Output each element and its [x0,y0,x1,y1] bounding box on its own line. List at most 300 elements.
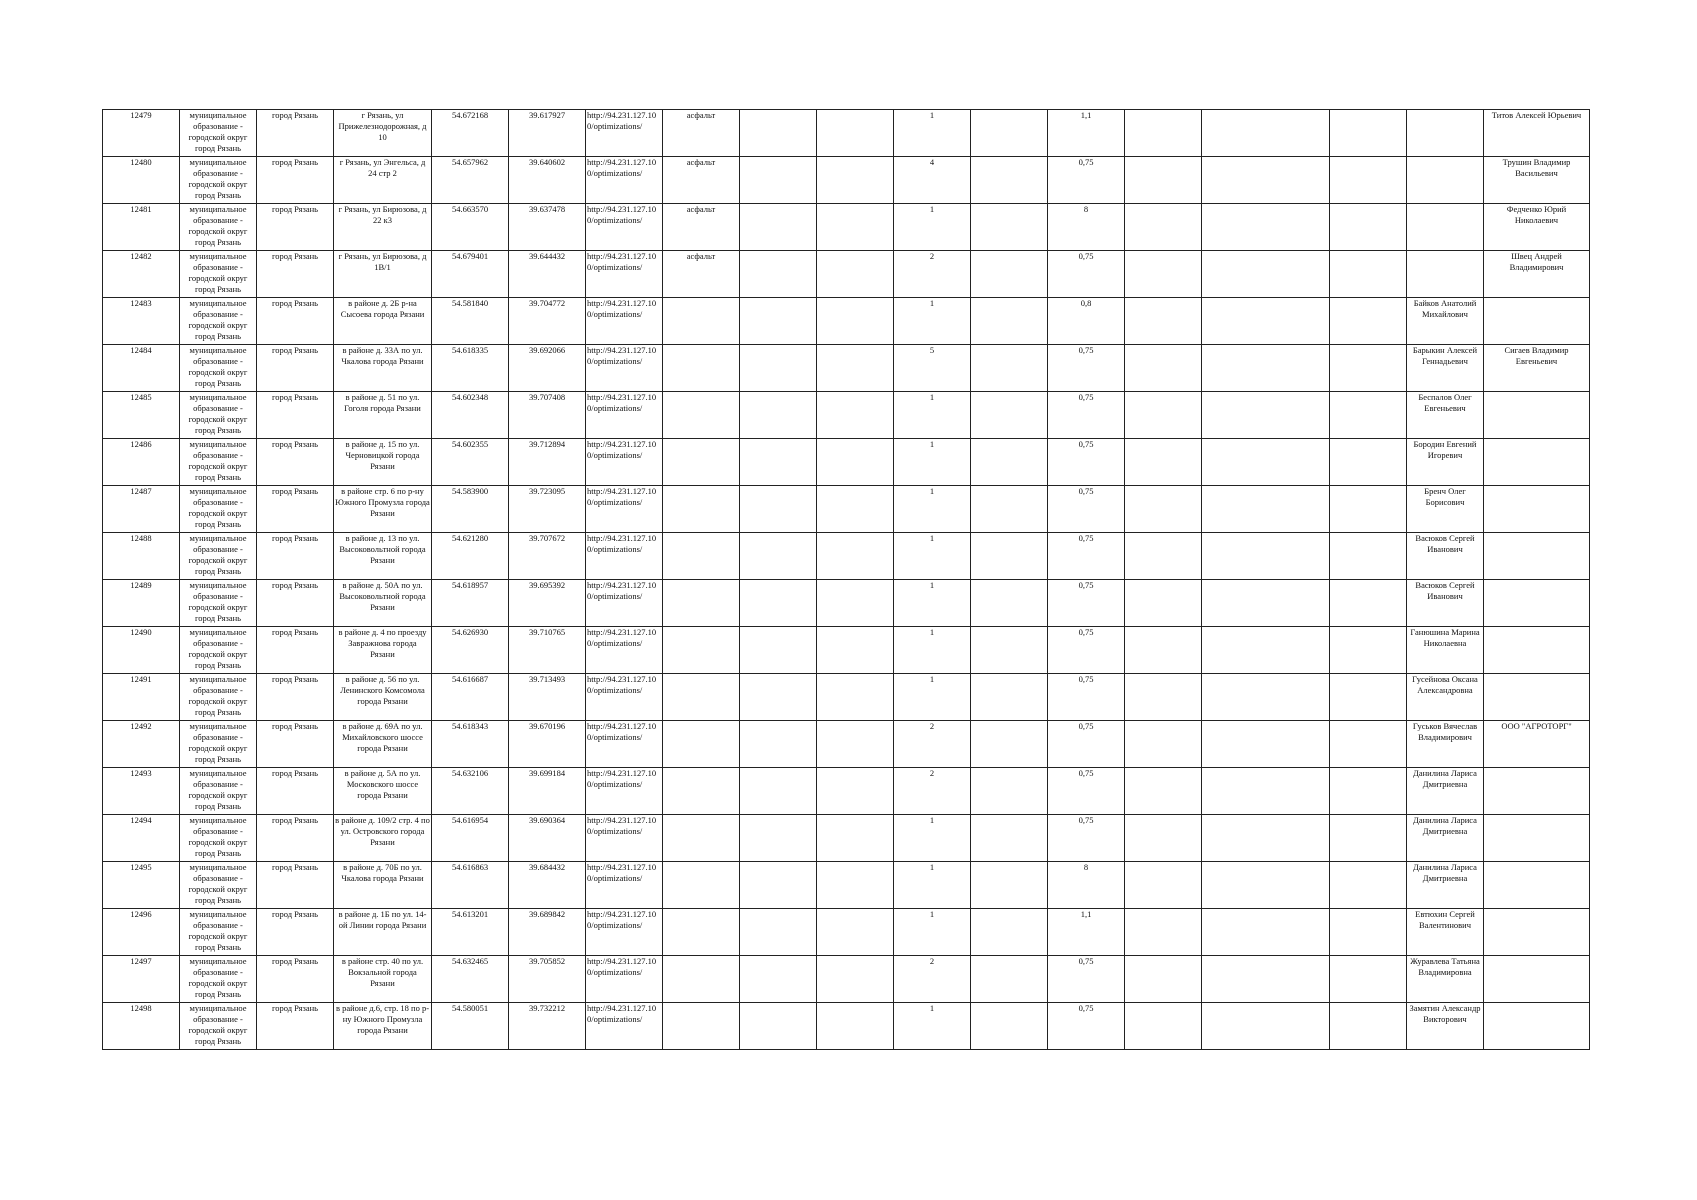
cell-empty [971,439,1048,486]
cell-id: 12481 [103,204,180,251]
cell-municipality: муниципальное образование - городской округ город Рязань [180,110,257,157]
table-row [103,298,1590,345]
cell-count: 5 [894,345,971,392]
cell-address: г Рязань, ул Прижелезнодорожная, д 10 [334,110,432,157]
cell-url: http://94.231.127.10 0/optimizations/ [586,392,663,439]
cell-count: 1 [894,1003,971,1050]
table-row [103,956,1590,1003]
cell-empty [1330,815,1407,862]
cell-count: 1 [894,674,971,721]
cell-empty [971,815,1048,862]
cell-id: 12496 [103,909,180,956]
table-row [103,204,1590,251]
cell-empty [1330,345,1407,392]
cell-empty [971,768,1048,815]
cell-empty [1202,909,1330,956]
table-row [103,110,1590,157]
cell-empty [1202,298,1330,345]
cell-empty [1202,721,1330,768]
cell-owner [1407,204,1484,251]
cell-owner-alt: Сигаев Владимир Евгеньевич [1484,345,1590,392]
cell-city: город Рязань [257,580,334,627]
cell-latitude: 54.618343 [432,721,509,768]
cell-empty [817,533,894,580]
cell-municipality: муниципальное образование - городской округ город Рязань [180,392,257,439]
cell-city: город Рязань [257,909,334,956]
cell-volume: 0,75 [1048,439,1125,486]
cell-empty [1125,345,1202,392]
cell-url: http://94.231.127.10 0/optimizations/ [586,815,663,862]
cell-empty [971,956,1048,1003]
cell-url: http://94.231.127.10 0/optimizations/ [586,1003,663,1050]
cell-owner-alt [1484,627,1590,674]
cell-address: в районе д. 50А по ул. Высоковольтной города Рязани [334,580,432,627]
cell-count: 1 [894,909,971,956]
cell-municipality: муниципальное образование - городской округ город Рязань [180,674,257,721]
cell-owner [1407,157,1484,204]
cell-url: http://94.231.127.10 0/optimizations/ [586,251,663,298]
cell-volume: 0,75 [1048,815,1125,862]
cell-empty [817,721,894,768]
cell-empty [740,486,817,533]
cell-empty [817,298,894,345]
cell-id: 12486 [103,439,180,486]
cell-id: 12495 [103,862,180,909]
cell-owner: Гусейнова Оксана Александровна [1407,674,1484,721]
cell-surface [663,721,740,768]
cell-latitude: 54.632465 [432,956,509,1003]
cell-count: 1 [894,392,971,439]
cell-city: город Рязань [257,345,334,392]
cell-url: http://94.231.127.10 0/optimizations/ [586,486,663,533]
cell-empty [817,439,894,486]
cell-municipality: муниципальное образование - городской округ город Рязань [180,345,257,392]
cell-empty [1125,815,1202,862]
cell-count: 2 [894,956,971,1003]
cell-owner-alt [1484,862,1590,909]
cell-empty [971,157,1048,204]
cell-empty [1202,345,1330,392]
cell-url: http://94.231.127.10 0/optimizations/ [586,627,663,674]
cell-owner-alt: Трушин Владимир Васильевич [1484,157,1590,204]
cell-id: 12493 [103,768,180,815]
cell-id: 12490 [103,627,180,674]
cell-empty [740,815,817,862]
cell-empty [1202,768,1330,815]
cell-owner: Гуськов Вячеслав Владимирович [1407,721,1484,768]
cell-empty [1330,533,1407,580]
cell-id: 12488 [103,533,180,580]
cell-empty [817,486,894,533]
cell-owner-alt [1484,580,1590,627]
cell-owner: Васюков Сергей Иванович [1407,580,1484,627]
cell-empty [1330,1003,1407,1050]
cell-empty [817,392,894,439]
cell-empty [817,157,894,204]
cell-url: http://94.231.127.10 0/optimizations/ [586,298,663,345]
cell-empty [1125,627,1202,674]
cell-surface [663,439,740,486]
cell-owner-alt: Федченко Юрий Николаевич [1484,204,1590,251]
cell-empty [817,815,894,862]
cell-empty [817,627,894,674]
cell-city: город Рязань [257,157,334,204]
cell-owner-alt [1484,768,1590,815]
cell-owner [1407,251,1484,298]
cell-empty [1330,298,1407,345]
cell-empty [1330,251,1407,298]
cell-empty [1202,580,1330,627]
cell-address: в районе д. 4 по проезду Завражнова города Рязани [334,627,432,674]
cell-longitude: 39.723095 [509,486,586,533]
cell-surface [663,533,740,580]
cell-empty [971,345,1048,392]
cell-city: город Рязань [257,627,334,674]
table-row [103,674,1590,721]
cell-address: г Рязань, ул Бирюзова, д 22 к3 [334,204,432,251]
cell-empty [1330,862,1407,909]
cell-url: http://94.231.127.10 0/optimizations/ [586,580,663,627]
cell-surface [663,956,740,1003]
cell-municipality: муниципальное образование - городской округ город Рязань [180,862,257,909]
cell-empty [1125,533,1202,580]
table-row [103,815,1590,862]
cell-empty [817,251,894,298]
cell-owner-alt: ООО "АГРОТОРГ" [1484,721,1590,768]
cell-empty [1202,862,1330,909]
cell-surface [663,815,740,862]
cell-city: город Рязань [257,392,334,439]
cell-empty [740,204,817,251]
cell-empty [1330,721,1407,768]
cell-empty [740,721,817,768]
cell-url: http://94.231.127.10 0/optimizations/ [586,157,663,204]
cell-count: 1 [894,110,971,157]
cell-surface [663,392,740,439]
cell-empty [1202,627,1330,674]
cell-longitude: 39.670196 [509,721,586,768]
cell-empty [1125,110,1202,157]
cell-city: город Рязань [257,1003,334,1050]
cell-empty [1330,909,1407,956]
cell-empty [971,486,1048,533]
cell-city: город Рязань [257,110,334,157]
cell-city: город Рязань [257,862,334,909]
cell-empty [740,345,817,392]
cell-municipality: муниципальное образование - городской округ город Рязань [180,533,257,580]
cell-latitude: 54.618957 [432,580,509,627]
cell-count: 1 [894,580,971,627]
cell-empty [740,956,817,1003]
cell-surface: асфальт [663,251,740,298]
cell-count: 2 [894,768,971,815]
cell-longitude: 39.689842 [509,909,586,956]
cell-count: 1 [894,298,971,345]
cell-count: 1 [894,627,971,674]
cell-longitude: 39.692066 [509,345,586,392]
cell-latitude: 54.632106 [432,768,509,815]
cell-city: город Рязань [257,956,334,1003]
cell-volume: 1,1 [1048,909,1125,956]
cell-empty [740,674,817,721]
cell-url: http://94.231.127.10 0/optimizations/ [586,204,663,251]
cell-owner-alt [1484,909,1590,956]
cell-empty [1125,486,1202,533]
cell-empty [1125,580,1202,627]
cell-address: в районе стр. 6 по р-ну Южного Промузла города Рязани [334,486,432,533]
cell-empty [971,862,1048,909]
cell-owner: Замятин Александр Викторович [1407,1003,1484,1050]
cell-id: 12479 [103,110,180,157]
cell-owner-alt [1484,298,1590,345]
table-row [103,909,1590,956]
cell-count: 1 [894,815,971,862]
cell-volume: 1,1 [1048,110,1125,157]
cell-empty [740,110,817,157]
cell-empty [1330,956,1407,1003]
cell-empty [740,1003,817,1050]
cell-volume: 0,75 [1048,580,1125,627]
cell-empty [1125,674,1202,721]
cell-municipality: муниципальное образование - городской округ город Рязань [180,815,257,862]
cell-empty [740,533,817,580]
cell-municipality: муниципальное образование - городской округ город Рязань [180,580,257,627]
cell-surface [663,298,740,345]
cell-address: г Рязань, ул Энгельса, д 24 стр 2 [334,157,432,204]
cell-surface [663,674,740,721]
cell-volume: 0,75 [1048,392,1125,439]
cell-longitude: 39.684432 [509,862,586,909]
cell-count: 2 [894,251,971,298]
cell-empty [971,909,1048,956]
cell-surface: асфальт [663,110,740,157]
cell-latitude: 54.618335 [432,345,509,392]
cell-longitude: 39.732212 [509,1003,586,1050]
cell-volume: 8 [1048,862,1125,909]
cell-municipality: муниципальное образование - городской округ город Рязань [180,251,257,298]
cell-longitude: 39.707408 [509,392,586,439]
table-row [103,627,1590,674]
cell-address: в районе д. 33А по ул. Чкалова города Рязани [334,345,432,392]
table-row [103,768,1590,815]
cell-owner-alt [1484,815,1590,862]
cell-empty [971,392,1048,439]
cell-owner-alt [1484,1003,1590,1050]
table-row [103,721,1590,768]
table-row [103,486,1590,533]
cell-empty [1202,251,1330,298]
cell-url: http://94.231.127.10 0/optimizations/ [586,721,663,768]
cell-owner [1407,110,1484,157]
cell-latitude: 54.657962 [432,157,509,204]
cell-latitude: 54.616687 [432,674,509,721]
cell-empty [971,251,1048,298]
cell-empty [1330,392,1407,439]
cell-address: в районе д. 70Б по ул. Чкалова города Рязани [334,862,432,909]
cell-volume: 8 [1048,204,1125,251]
cell-empty [817,768,894,815]
cell-empty [1202,110,1330,157]
cell-municipality: муниципальное образование - городской округ город Рязань [180,439,257,486]
cell-latitude: 54.672168 [432,110,509,157]
cell-empty [817,204,894,251]
table-row [103,439,1590,486]
cell-address: в районе д. 2Б р-на Сысоева города Рязани [334,298,432,345]
cell-empty [817,1003,894,1050]
cell-owner-alt [1484,486,1590,533]
cell-empty [1202,486,1330,533]
cell-empty [1125,1003,1202,1050]
cell-id: 12480 [103,157,180,204]
cell-empty [1330,157,1407,204]
cell-empty [1330,674,1407,721]
cell-volume: 0,75 [1048,533,1125,580]
cell-empty [1330,486,1407,533]
cell-id: 12497 [103,956,180,1003]
cell-surface [663,486,740,533]
cell-id: 12492 [103,721,180,768]
cell-city: город Рязань [257,768,334,815]
cell-longitude: 39.695392 [509,580,586,627]
table-row [103,345,1590,392]
cell-empty [1202,157,1330,204]
cell-address: в районе д. 56 по ул. Ленинского Комсомола города Рязани [334,674,432,721]
cell-address: в районе д. 15 по ул. Черновицкой города Рязани [334,439,432,486]
cell-id: 12494 [103,815,180,862]
cell-empty [817,909,894,956]
cell-longitude: 39.640602 [509,157,586,204]
cell-longitude: 39.713493 [509,674,586,721]
cell-empty [971,721,1048,768]
cell-municipality: муниципальное образование - городской округ город Рязань [180,486,257,533]
cell-address: в районе д. 5А по ул. Московского шоссе города Рязани [334,768,432,815]
cell-url: http://94.231.127.10 0/optimizations/ [586,533,663,580]
cell-url: http://94.231.127.10 0/optimizations/ [586,909,663,956]
cell-municipality: муниципальное образование - городской округ город Рязань [180,157,257,204]
cell-owner: Данилина Лариса Дмитриевна [1407,862,1484,909]
cell-owner-alt: Титов Алексей Юрьевич [1484,110,1590,157]
cell-empty [1330,110,1407,157]
cell-owner: Данилина Лариса Дмитриевна [1407,815,1484,862]
cell-empty [971,204,1048,251]
cell-empty [740,909,817,956]
cell-longitude: 39.712894 [509,439,586,486]
cell-empty [1202,956,1330,1003]
cell-address: г Рязань, ул Бирюзова, д 1В/1 [334,251,432,298]
cell-surface [663,1003,740,1050]
cell-city: город Рязань [257,439,334,486]
cell-id: 12485 [103,392,180,439]
cell-surface [663,768,740,815]
cell-owner: Васюков Сергей Иванович [1407,533,1484,580]
cell-empty [817,862,894,909]
cell-volume: 0,75 [1048,157,1125,204]
cell-empty [740,392,817,439]
cell-empty [971,533,1048,580]
cell-volume: 0,75 [1048,674,1125,721]
table-row [103,580,1590,627]
cell-latitude: 54.621280 [432,533,509,580]
cell-longitude: 39.707672 [509,533,586,580]
cell-url: http://94.231.127.10 0/optimizations/ [586,439,663,486]
cell-city: город Рязань [257,533,334,580]
cell-volume: 0,75 [1048,486,1125,533]
cell-empty [740,439,817,486]
cell-address: в районе д. 69А по ул. Михайловского шоссе города Рязани [334,721,432,768]
cell-longitude: 39.617927 [509,110,586,157]
cell-empty [1202,1003,1330,1050]
cell-volume: 0,8 [1048,298,1125,345]
cell-id: 12489 [103,580,180,627]
cell-longitude: 39.644432 [509,251,586,298]
cell-empty [1202,204,1330,251]
cell-address: в районе д. 109/2 стр. 4 по ул. Островского города Рязани [334,815,432,862]
cell-empty [971,1003,1048,1050]
cell-empty [740,580,817,627]
cell-empty [971,298,1048,345]
cell-empty [971,580,1048,627]
cell-id: 12487 [103,486,180,533]
cell-empty [1125,909,1202,956]
cell-empty [817,674,894,721]
cell-count: 2 [894,721,971,768]
cell-volume: 0,75 [1048,345,1125,392]
cell-latitude: 54.616863 [432,862,509,909]
cell-city: город Рязань [257,204,334,251]
cell-city: город Рязань [257,486,334,533]
cell-address: в районе стр. 40 по ул. Вокзальной города Рязани [334,956,432,1003]
cell-empty [1125,157,1202,204]
cell-latitude: 54.581840 [432,298,509,345]
cell-empty [740,768,817,815]
cell-latitude: 54.663570 [432,204,509,251]
cell-volume: 0,75 [1048,721,1125,768]
cell-municipality: муниципальное образование - городской округ город Рязань [180,627,257,674]
cell-empty [1125,768,1202,815]
cell-empty [1125,204,1202,251]
cell-municipality: муниципальное образование - городской округ город Рязань [180,909,257,956]
cell-empty [1202,533,1330,580]
cell-empty [1202,674,1330,721]
cell-address: в районе д. 13 по ул. Высоковольтной города Рязани [334,533,432,580]
cell-count: 1 [894,533,971,580]
cell-empty [1330,580,1407,627]
cell-owner: Байков Анатолий Михайлович [1407,298,1484,345]
cell-url: http://94.231.127.10 0/optimizations/ [586,862,663,909]
cell-empty [1330,204,1407,251]
cell-count: 1 [894,486,971,533]
cell-empty [740,251,817,298]
cell-empty [1330,627,1407,674]
cell-count: 1 [894,204,971,251]
cell-longitude: 39.705852 [509,956,586,1003]
cell-owner: Бородин Евгений Игоревич [1407,439,1484,486]
cell-empty [1125,251,1202,298]
cell-empty [817,345,894,392]
cell-volume: 0,75 [1048,1003,1125,1050]
cell-owner: Барыкин Алексей Геннадьевич [1407,345,1484,392]
cell-owner-alt [1484,533,1590,580]
cell-empty [740,627,817,674]
cell-municipality: муниципальное образование - городской округ город Рязань [180,721,257,768]
cell-surface [663,580,740,627]
cell-empty [1125,298,1202,345]
cell-latitude: 54.583900 [432,486,509,533]
cell-count: 4 [894,157,971,204]
table-body [103,110,1590,1050]
cell-owner: Беспалов Олег Евгеньевич [1407,392,1484,439]
cell-count: 1 [894,862,971,909]
